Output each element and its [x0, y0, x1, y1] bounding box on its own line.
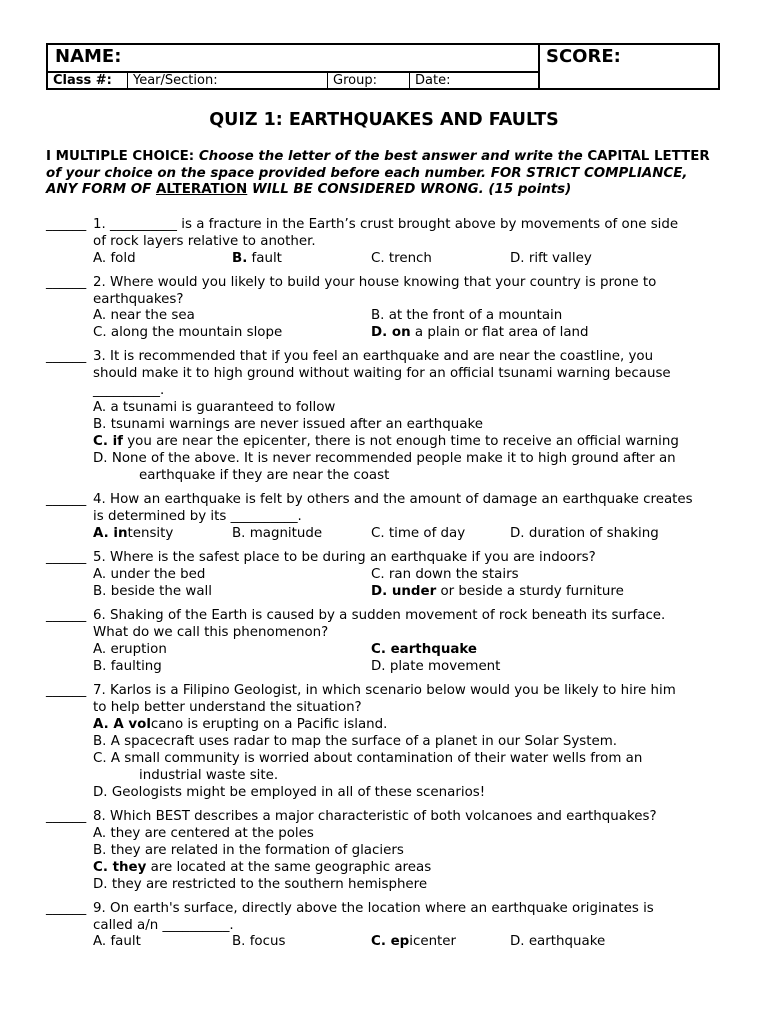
- name-field[interactable]: NAME:: [48, 45, 540, 73]
- question-8-line-1: 8. Which BEST describes a major characteristic of both volcanoes and earthquakes?: [93, 809, 657, 824]
- question-4-line-1: 4. How an earthquake is felt by others and the amount of damage an earthquake creates: [93, 492, 693, 507]
- q9-choice-d: D. earthquake: [510, 934, 606, 949]
- question-6-line-1: 6. Shaking of the Earth is caused by a sudden movement of rock beneath its surface.: [93, 608, 666, 623]
- answer-blank-8[interactable]: ______: [46, 809, 87, 824]
- q9-choice-b: B. focus: [232, 934, 286, 949]
- q8-choice-a: A. they are centered at the poles: [93, 826, 314, 841]
- score-field[interactable]: SCORE:: [546, 46, 621, 67]
- q4-choice-c: C. time of day: [371, 526, 466, 541]
- q1-choice-a: A. fold: [93, 251, 136, 266]
- q8-choice-d: D. they are restricted to the southern hemisphere: [93, 877, 428, 892]
- q7-choice-c-cont: industrial waste site.: [139, 768, 279, 783]
- q6-choice-d: D. plate movement: [371, 659, 501, 674]
- question-3-line-2: should make it to high ground without waiting for an official tsunami warning because: [93, 366, 671, 381]
- page-title: QUIZ 1: EARTHQUAKES AND FAULTS: [209, 110, 559, 130]
- question-3-line-3: __________.: [93, 383, 165, 398]
- q8-choice-c: C. they are located at the same geographic areas: [93, 860, 432, 875]
- q4-choice-a: A. intensity: [93, 526, 174, 541]
- answer-blank-1[interactable]: ______: [46, 217, 87, 232]
- q7-choice-a: A. A volcano is erupting on a Pacific island.: [93, 717, 388, 732]
- answer-blank-5[interactable]: ______: [46, 550, 87, 565]
- question-2-line-2: earthquakes?: [93, 292, 184, 307]
- q1-choice-c: C. trench: [371, 251, 432, 266]
- question-9-line-1: 9. On earth's surface, directly above the location where an earthquake originates is: [93, 901, 654, 916]
- answer-blank-6[interactable]: ______: [46, 608, 87, 623]
- instructions: [46, 149, 722, 199]
- q2-choice-c: C. along the mountain slope: [93, 325, 283, 340]
- q3-choice-c: C. if you are near the epicenter, there is not enough time to receive an official warning: [93, 434, 679, 449]
- q7-choice-d: D. Geologists might be employed in all of these scenarios!: [93, 785, 486, 800]
- instructions-text-c: FOR STRICT COMPLIANCE, ANY FORM OF: [46, 165, 688, 197]
- question-9-line-2: called a/n __________.: [93, 918, 234, 933]
- q5-choice-c: C. ran down the stairs: [371, 567, 519, 582]
- date-field[interactable]: Date:: [415, 73, 451, 88]
- instructions-alteration: ALTERATION: [155, 182, 248, 197]
- group-field[interactable]: Group:: [328, 73, 410, 90]
- q6-choice-b: B. faulting: [93, 659, 162, 674]
- q6-choice-a: A. eruption: [93, 642, 167, 657]
- q7-choice-b: B. A spacecraft uses radar to map the surface of a planet in our Solar System.: [93, 734, 618, 749]
- question-6-line-2: What do we call this phenomenon?: [93, 625, 329, 640]
- q9-choice-a: A. fault: [93, 934, 141, 949]
- answer-blank-9[interactable]: ______: [46, 901, 87, 916]
- q4-choice-d: D. duration of shaking: [510, 526, 659, 541]
- q8-choice-b: B. they are related in the formation of glaciers: [93, 843, 404, 858]
- q1-choice-d: D. rift valley: [510, 251, 592, 266]
- instructions-text-d: WILL BE CONSIDERED WRONG. (15 points): [251, 182, 572, 197]
- q4-choice-b: B. magnitude: [232, 526, 323, 541]
- question-7-line-2: to help better understand the situation?: [93, 700, 362, 715]
- instructions-text-a: Choose the letter of the best answer and write the: [198, 149, 583, 164]
- q5-choice-b: B. beside the wall: [93, 584, 212, 599]
- header-table: [46, 43, 720, 90]
- q3-choice-d-cont: earthquake if they are near the coast: [139, 468, 390, 483]
- instructions-capital-letter: CAPITAL LETTER: [587, 149, 710, 164]
- part-label: I MULTIPLE CHOICE:: [46, 149, 195, 164]
- answer-blank-2[interactable]: ______: [46, 275, 87, 290]
- class-number-field[interactable]: Class #:: [48, 73, 128, 90]
- question-2-line-1: 2. Where would you likely to build your house knowing that your country is prone to: [93, 275, 657, 290]
- question-7-line-1: 7. Karlos is a Filipino Geologist, in which scenario below would you be likely to hire him: [93, 683, 676, 698]
- q2-choice-d: D. on a plain or flat area of land: [371, 325, 589, 340]
- header-row-2: [48, 73, 540, 90]
- question-1-line-1: 1. __________ is a fracture in the Earth’s crust brought above by movements of one side: [93, 217, 679, 232]
- q2-choice-b: B. at the front of a mountain: [371, 308, 563, 323]
- q6-choice-c: C. earthquake: [371, 642, 478, 657]
- q2-choice-a: A. near the sea: [93, 308, 195, 323]
- question-4-line-2: is determined by its __________.: [93, 509, 302, 524]
- answer-blank-4[interactable]: ______: [46, 492, 87, 507]
- q9-choice-c: C. epicenter: [371, 934, 457, 949]
- q3-choice-d: D. None of the above. It is never recommended people make it to high ground after an: [93, 451, 676, 466]
- q7-choice-c: C. A small community is worried about contamination of their water wells from an: [93, 751, 643, 766]
- answer-blank-7[interactable]: ______: [46, 683, 87, 698]
- answer-blank-3[interactable]: ______: [46, 349, 87, 364]
- question-1-line-2: of rock layers relative to another.: [93, 234, 316, 249]
- instructions-text-b: of your choice on the space provided before each number.: [46, 165, 487, 181]
- q3-choice-b: B. tsunami warnings are never issued after an earthquake: [93, 417, 483, 432]
- question-5-line-1: 5. Where is the safest place to be during an earthquake if you are indoors?: [93, 550, 596, 565]
- q1-choice-b: B. fault: [232, 251, 282, 266]
- year-section-field[interactable]: Year/Section:: [128, 73, 328, 90]
- question-3-line-1: 3. It is recommended that if you feel an earthquake and are near the coastline, you: [93, 349, 654, 364]
- q3-choice-a: A. a tsunami is guaranteed to follow: [93, 400, 336, 415]
- q5-choice-a: A. under the bed: [93, 567, 206, 582]
- q5-choice-d: D. under or beside a sturdy furniture: [371, 584, 624, 599]
